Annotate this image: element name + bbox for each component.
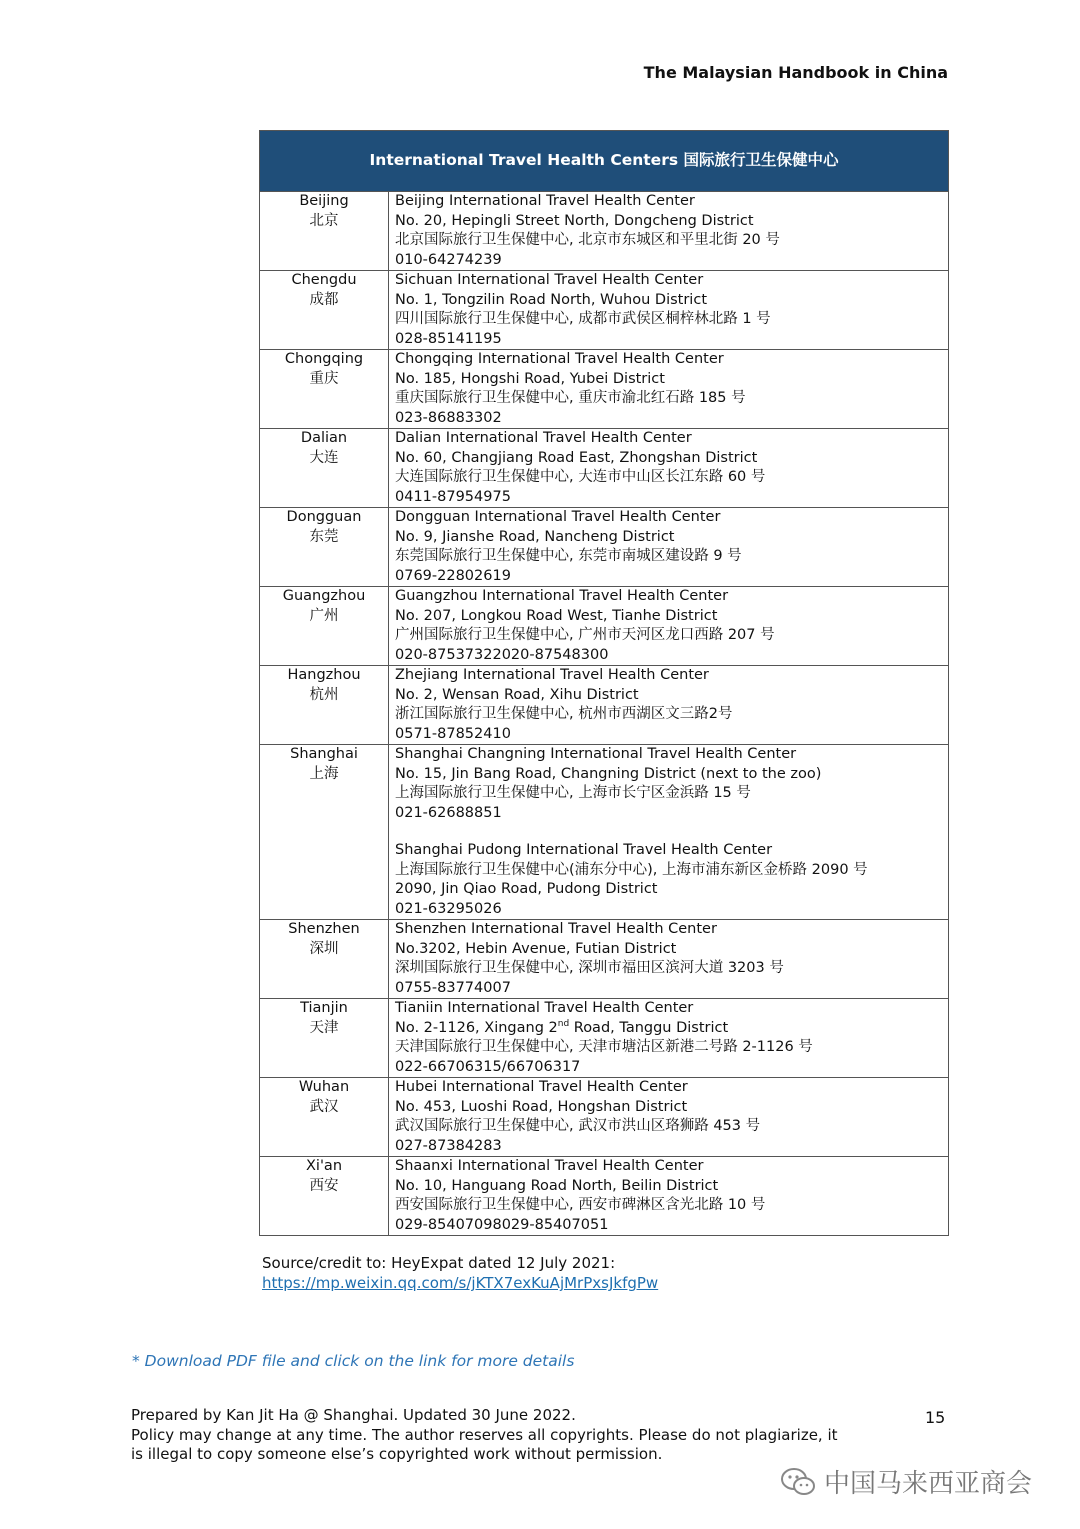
- center-info-line: No. 185, Hongshi Road, Yubei District: [395, 370, 665, 387]
- center-info-line: Tianiin International Travel Health Center: [395, 1000, 694, 1016]
- center-info-cell: [389, 271, 949, 350]
- center-info-cell: [389, 587, 949, 666]
- city-name-zh: 武汉: [309, 1098, 339, 1115]
- address-part: No. 2-1126, Xingang 2: [395, 1019, 558, 1036]
- page-number: 15: [925, 1408, 946, 1427]
- center-info-line: Chongqing International Travel Health Center: [395, 351, 724, 367]
- city-cell: [260, 666, 389, 745]
- center-info-line: 重庆国际旅行卫生保健中心, 重庆市渝北红石路 185 号: [395, 390, 746, 406]
- city-cell: [260, 745, 389, 920]
- source-text: Source/credit to: HeyExpat dated 12 July 2021:: [262, 1254, 616, 1272]
- center-info-line: 上海国际旅行卫生保健中心, 上海市长宁区金浜路 15 号: [395, 785, 751, 801]
- table-row: [260, 745, 949, 920]
- center-info-line: [395, 1019, 942, 1039]
- center-info-line: 深圳国际旅行卫生保健中心, 深圳市福田区滨河大道 3203 号: [395, 960, 784, 976]
- center-info-cell: [389, 192, 949, 271]
- city-name-en: Shanghai: [290, 746, 358, 762]
- table-row: [260, 666, 949, 745]
- table-heading: International Travel Health Centers 国际旅行卫生保健中心: [260, 131, 949, 192]
- spacer: [395, 823, 942, 841]
- center-info-line: No.3202, Hebin Avenue, Futian District: [395, 940, 677, 957]
- footer: [131, 1406, 911, 1465]
- center-info-line: 东莞国际旅行卫生保健中心, 东莞市南城区建设路 9 号: [395, 548, 742, 564]
- city-cell: [260, 350, 389, 429]
- city-name-zh: 重庆: [309, 370, 339, 387]
- center-info-line: Guangzhou International Travel Health Center: [395, 588, 729, 604]
- center-info-line: Beijing International Travel Health Center: [395, 193, 695, 209]
- city-name-zh: 西安: [309, 1177, 339, 1194]
- center-info-line: 四川国际旅行卫生保健中心, 成都市武侯区桐梓林北路 1 号: [395, 311, 771, 327]
- center-info-line: 029-85407098029-85407051: [395, 1216, 609, 1233]
- travel-health-centers-table: [259, 130, 949, 1236]
- center-info-line: 0769-22802619: [395, 567, 511, 584]
- center-info-cell: [389, 1078, 949, 1157]
- city-name-zh: 东莞: [309, 528, 339, 545]
- city-cell: [260, 920, 389, 999]
- center-info-line: 023-86883302: [395, 409, 502, 426]
- watermark-text: 中国马来西亚商会: [824, 1469, 1033, 1499]
- center-info-line: 武汉国际旅行卫生保健中心, 武汉市洪山区珞狮路 453 号: [395, 1118, 761, 1134]
- center-info-line: Hubei International Travel Health Center: [395, 1079, 688, 1095]
- city-name-zh: 成都: [309, 291, 339, 308]
- center-info-line: No. 10, Hanguang Road North, Beilin District: [395, 1177, 719, 1194]
- city-name-zh: 广州: [309, 607, 339, 624]
- city-name-en: Tianjin: [300, 1000, 348, 1016]
- center-info-line: 广州国际旅行卫生保健中心, 广州市天河区龙口西路 207 号: [395, 627, 775, 643]
- center-info-line: 西安国际旅行卫生保健中心, 西安市碑淋区含光北路 10 号: [395, 1197, 766, 1213]
- city-cell: [260, 1078, 389, 1157]
- table-row: [260, 1157, 949, 1236]
- center-info-line: No. 15, Jin Bang Road, Changning District (next to the zoo): [395, 765, 822, 782]
- city-name-en: Hangzhou: [287, 667, 361, 683]
- center-info-line: 027-87384283: [395, 1137, 502, 1154]
- footer-prepared: Prepared by Kan Jit Ha @ Shanghai. Updated 30 June 2022.: [131, 1406, 576, 1424]
- center-info-line: 上海国际旅行卫生保健中心(浦东分中心), 上海市浦东新区金桥路 2090 号: [395, 861, 868, 878]
- center-info-line: 浙江国际旅行卫生保健中心, 杭州市西湖区文三路2号: [395, 706, 733, 722]
- center-info-line: 022-66706315/66706317: [395, 1058, 581, 1075]
- city-cell: [260, 192, 389, 271]
- city-cell: [260, 508, 389, 587]
- center-info-cell: [389, 1157, 949, 1236]
- center-info-line: 0755-83774007: [395, 979, 511, 996]
- city-name-en: Xi'an: [305, 1158, 343, 1174]
- center-info-line: No. 60, Changjiang Road East, Zhongshan District: [395, 449, 758, 466]
- table-row: [260, 429, 949, 508]
- table-row: [260, 587, 949, 666]
- center-info-line: Dalian International Travel Health Center: [395, 430, 692, 446]
- center-info-line: 天津国际旅行卫生保健中心, 天津市塘沽区新港二号路 2-1126 号: [395, 1039, 813, 1055]
- city-name-zh: 大连: [309, 449, 339, 466]
- city-name-en: Beijing: [299, 193, 349, 209]
- center-info-line: 021-63295026: [395, 900, 502, 917]
- center-info-line: No. 1, Tongzilin Road North, Wuhou District: [395, 291, 707, 308]
- center-info-cell: [389, 666, 949, 745]
- address-part: Road, Tanggu District: [569, 1019, 729, 1036]
- center-info-line: 028-85141195: [395, 330, 502, 347]
- city-name-en: Dalian: [300, 430, 348, 446]
- city-name-zh: 北京: [309, 212, 339, 229]
- center-info-line: 0571-87852410: [395, 725, 511, 742]
- footer-illegal: is illegal to copy someone else’s copyrighted work without permission.: [131, 1445, 663, 1463]
- city-name-zh: 上海: [309, 765, 339, 782]
- center-info-line: 北京国际旅行卫生保健中心, 北京市东城区和平里北街 20 号: [395, 232, 780, 248]
- center-info-cell: [389, 429, 949, 508]
- center-info-cell: [389, 999, 949, 1078]
- table-row: [260, 999, 949, 1078]
- wechat-icon: [780, 1467, 816, 1497]
- ordinal-suffix: nd: [557, 1018, 570, 1029]
- center-info-line: No. 20, Hepingli Street North, Dongcheng District: [395, 212, 754, 229]
- footer-policy: Policy may change at any time. The author reserves all copyrights. Please do not plagiarize, it: [131, 1425, 838, 1444]
- center-info-line: 0411-87954975: [395, 488, 511, 505]
- city-name-en: Chengdu: [291, 272, 357, 288]
- city-name-en: Chongqing: [284, 351, 364, 367]
- center-info-line: No. 9, Jianshe Road, Nancheng District: [395, 528, 675, 545]
- center-info-line: Shanghai Changning International Travel Health Center: [395, 746, 797, 762]
- center-info-line: 020-87537322020-87548300: [395, 646, 609, 663]
- city-cell: [260, 271, 389, 350]
- center-info-line: 2090, Jin Qiao Road, Pudong District: [395, 881, 658, 897]
- page-header-title: The Malaysian Handbook in China: [643, 63, 948, 82]
- city-name-zh: 杭州: [309, 686, 339, 703]
- table-row: [260, 1078, 949, 1157]
- city-name-en: Dongguan: [286, 509, 362, 525]
- center-info-line: 大连国际旅行卫生保健中心, 大连市中山区长江东路 60 号: [395, 469, 766, 485]
- center-info-line: No. 2, Wensan Road, Xihu District: [395, 686, 639, 703]
- source-credit: [262, 1253, 658, 1293]
- center-info-line: 010-64274239: [395, 251, 502, 268]
- center-info-line: Shaanxi International Travel Health Center: [395, 1158, 704, 1174]
- city-name-en: Wuhan: [298, 1079, 350, 1095]
- table-row: [260, 920, 949, 999]
- center-info-line: Zhejiang International Travel Health Center: [395, 667, 709, 683]
- watermark: [780, 1463, 1032, 1500]
- source-link[interactable]: https://mp.weixin.qq.com/s/jKTX7exKuAjMrPxsJkfgPw: [262, 1274, 659, 1292]
- center-info-line: Shenzhen International Travel Health Center: [395, 921, 717, 937]
- center-info-line: Dongguan International Travel Health Center: [395, 509, 721, 525]
- city-cell: [260, 429, 389, 508]
- center-info-line: Sichuan International Travel Health Center: [395, 272, 704, 288]
- city-name-zh: 天津: [309, 1019, 339, 1036]
- center-info-line: No. 207, Longkou Road West, Tianhe District: [395, 607, 718, 624]
- center-info-cell: [389, 508, 949, 587]
- download-note: * Download PDF file and click on the link for more details: [132, 1352, 575, 1370]
- city-name-en: Guangzhou: [282, 588, 366, 604]
- center-info-line: Shanghai Pudong International Travel Health Center: [395, 842, 773, 858]
- center-info-cell: [389, 920, 949, 999]
- table-row: [260, 271, 949, 350]
- table-row: [260, 192, 949, 271]
- city-name-zh: 深圳: [309, 940, 339, 957]
- table-row: [260, 508, 949, 587]
- table-row: [260, 350, 949, 429]
- city-name-en: Shenzhen: [288, 921, 360, 937]
- center-info-line: No. 453, Luoshi Road, Hongshan District: [395, 1098, 688, 1115]
- center-info-line: 021-62688851: [395, 804, 502, 821]
- center-info-cell: [389, 745, 949, 920]
- city-cell: [260, 1157, 389, 1236]
- city-cell: [260, 999, 389, 1078]
- center-info-cell: [389, 350, 949, 429]
- city-cell: [260, 587, 389, 666]
